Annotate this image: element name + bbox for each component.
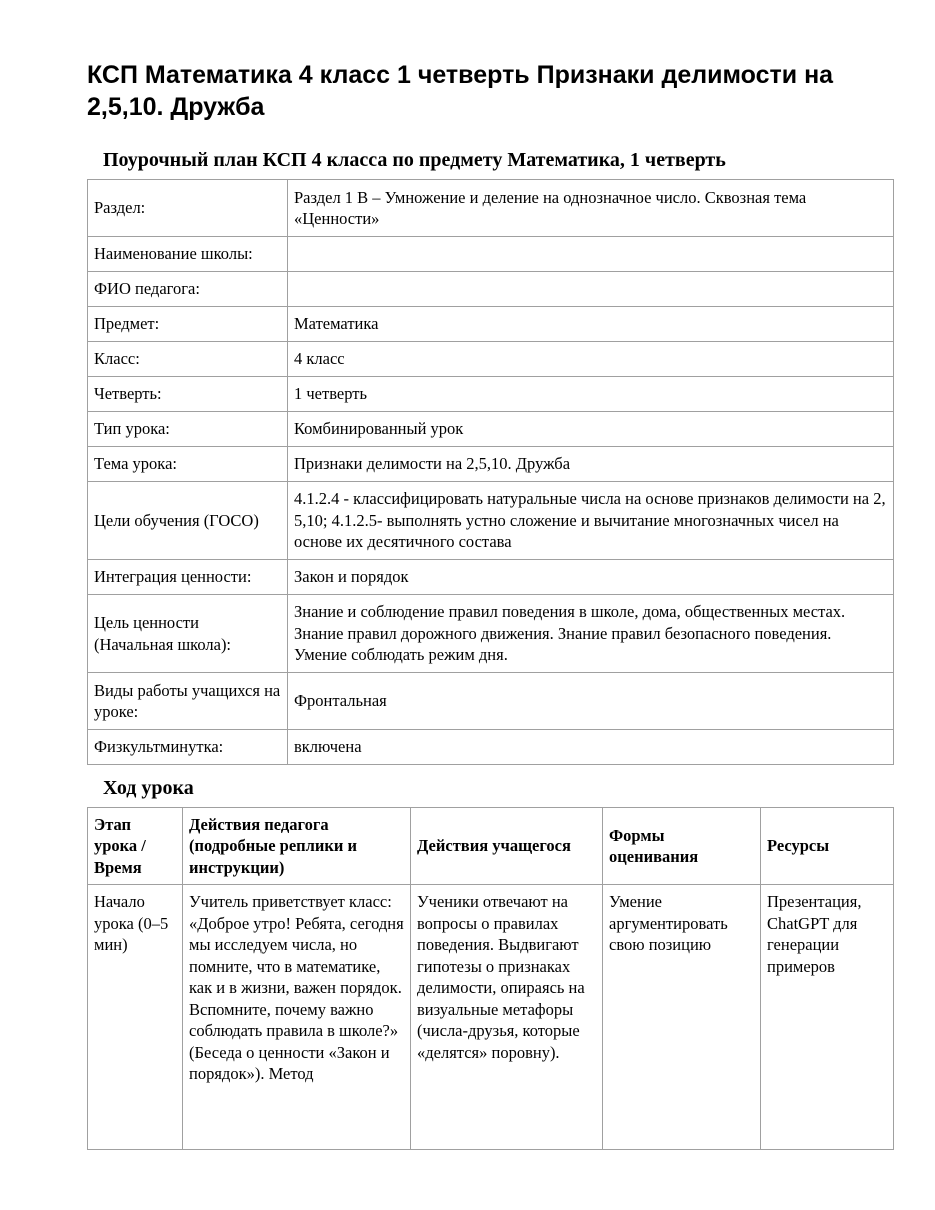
- info-row-subject: [88, 307, 894, 342]
- info-row-physical-break: [88, 730, 894, 765]
- info-row-value-goal: [88, 595, 894, 673]
- table-row: [88, 885, 894, 1150]
- info-row-grade: [88, 342, 894, 377]
- column-header-assessment: Формы оценивания: [603, 808, 761, 885]
- info-label: Цели обучения (ГОСО): [88, 482, 288, 560]
- info-value: Фронтальная: [288, 673, 894, 730]
- info-value: Закон и порядок: [288, 560, 894, 595]
- info-label: Тип урока:: [88, 412, 288, 447]
- info-row-school: [88, 237, 894, 272]
- info-value: включена: [288, 730, 894, 765]
- stage-cell: Начало урока (0–5 мин): [88, 885, 183, 1150]
- lesson-flow-table: [87, 807, 894, 1150]
- info-row-learning-goals: [88, 482, 894, 560]
- resources-cell: Презентация, ChatGPT для генерации примеров: [761, 885, 894, 1150]
- column-header-stage: Этап урока / Время: [88, 808, 183, 885]
- info-row-section: [88, 180, 894, 237]
- info-label: Раздел:: [88, 180, 288, 237]
- info-label: ФИО педагога:: [88, 272, 288, 307]
- info-row-value-integration: [88, 560, 894, 595]
- document-title: КСП Математика 4 класс 1 четверть Признаки делимости на 2,5,10. Дружба: [87, 61, 834, 121]
- teacher-actions-cell: Учитель приветствует класс: «Доброе утро! Ребята, сегодня мы исследуем числа, но помните, что в математике, как и в жизни, важен порядок. Вспомните, почему важно соблюдать правила в школе?» (Беседа о ценности «Закон и порядок»). Метод: [183, 885, 411, 1150]
- column-header-resources: Ресурсы: [761, 808, 894, 885]
- info-value: Комбинированный урок: [288, 412, 894, 447]
- info-value: Признаки делимости на 2,5,10. Дружба: [288, 447, 894, 482]
- info-value: [288, 272, 894, 307]
- info-row-work-types: [88, 673, 894, 730]
- info-label: Интеграция ценности:: [88, 560, 288, 595]
- column-header-student: Действия учащегося: [411, 808, 603, 885]
- info-label: Класс:: [88, 342, 288, 377]
- info-value: Знание и соблюдение правил поведения в школе, дома, общественных местах. Знание правил дорожного движения. Знание правил безопасного поведения. Умение соблюдать режим дня.: [288, 595, 894, 673]
- info-label: Физкультминутка:: [88, 730, 288, 765]
- info-value: 4.1.2.4 - классифицировать натуральные числа на основе признаков делимости на 2, 5,10; 4.1.2.5- выполнять устно сложение и вычитание многозначных чисел на основе их десятичного состава: [288, 482, 894, 560]
- info-label: Наименование школы:: [88, 237, 288, 272]
- student-actions-cell: Ученики отвечают на вопросы о правилах поведения. Выдвигают гипотезы о признаках делимости, опираясь на визуальные метафоры (числа-друзья, которые «делятся» поровну).: [411, 885, 603, 1150]
- info-label: Четверть:: [88, 377, 288, 412]
- column-header-teacher: Действия педагога (подробные реплики и инструкции): [183, 808, 411, 885]
- info-row-quarter: [88, 377, 894, 412]
- info-label: Предмет:: [88, 307, 288, 342]
- plan-heading: Поурочный план КСП 4 класса по предмету Математика, 1 четверть: [103, 149, 726, 171]
- info-label: Тема урока:: [88, 447, 288, 482]
- info-label: Виды работы учащихся на уроке:: [88, 673, 288, 730]
- info-value: Раздел 1 В – Умножение и деление на однозначное число. Сквозная тема «Ценности»: [288, 180, 894, 237]
- info-value: [288, 237, 894, 272]
- info-value: 4 класс: [288, 342, 894, 377]
- info-value: Математика: [288, 307, 894, 342]
- assessment-cell: Умение аргументировать свою позицию: [603, 885, 761, 1150]
- info-value: 1 четверть: [288, 377, 894, 412]
- lesson-info-table: [87, 179, 894, 765]
- info-row-lesson-type: [88, 412, 894, 447]
- info-row-teacher: [88, 272, 894, 307]
- lesson-header-row: [88, 808, 894, 885]
- info-row-topic: [88, 447, 894, 482]
- info-label: Цель ценности (Начальная школа):: [88, 595, 288, 673]
- lesson-heading: Ход урока: [103, 777, 194, 799]
